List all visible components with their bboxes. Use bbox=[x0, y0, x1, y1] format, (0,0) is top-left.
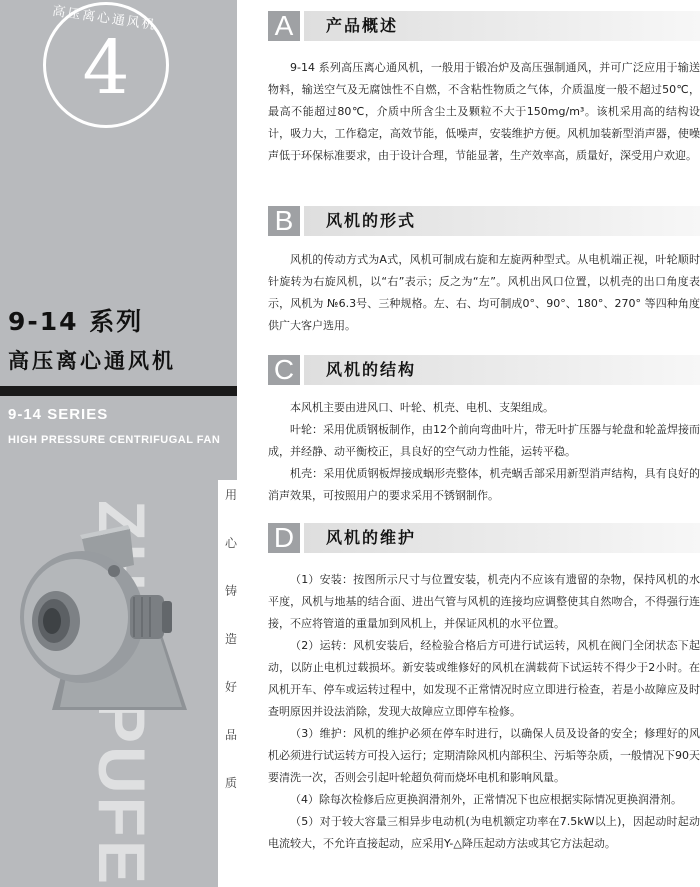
section-body bbox=[268, 57, 700, 167]
slogan-char: 心 bbox=[224, 536, 237, 550]
series-title-en: 9-14 SERIES bbox=[8, 406, 109, 423]
centrifugal-fan-image bbox=[12, 525, 192, 715]
section-letter: C bbox=[268, 355, 304, 385]
section-title: 风机的形式 bbox=[326, 211, 417, 230]
section-title: 风机的维护 bbox=[326, 528, 417, 547]
paragraph: 叶轮：采用优质钢板制作，由12个前向弯曲叶片，带无叶扩压器与轮盘和轮盖焊接而成，并经静、动平衡校正，具良好的空气动力性能，运转平稳。 bbox=[268, 423, 700, 458]
section-overview bbox=[268, 11, 700, 167]
section-header bbox=[268, 11, 700, 41]
slogan-char: 铸 bbox=[224, 584, 237, 598]
section-body bbox=[268, 569, 700, 855]
section-header bbox=[268, 355, 700, 385]
slogan-char: 造 bbox=[224, 632, 237, 646]
section-title: 产品概述 bbox=[326, 16, 399, 35]
slogan-char: 好 bbox=[224, 680, 237, 694]
product-title-cn: 高压离心通风机 bbox=[8, 349, 176, 373]
paragraph: （2）运转：风机安装后，经检验合格后方可进行试运转，风机在阀门全闭状态下起动，以防止电机过载损坏。新安装或维修好的风机在满载荷下试运转不得少于2小时。在风机开车、停车或运转过程中，如发现不正常情况时应立即进行检查，若是小故障应及时查明原因并设法消除，发现大故障应立即停车检修。 bbox=[268, 639, 700, 718]
paragraph: （4）除每次检修后应更换润滑剂外，正常情况下也应根据实际情况更换润滑剂。 bbox=[290, 793, 682, 806]
paragraph: （3）维护：风机的维护必须在停车时进行，以确保人员及设备的安全；修理好的风机必须进行试运转方可投入运行；定期清除风机内部积尘、污垢等杂质，一般情况下90天要清洗一次，否则会引起叶轮超负荷而烧坏电机和影响风量。 bbox=[268, 727, 700, 784]
section-header bbox=[268, 206, 700, 236]
section-letter: D bbox=[268, 523, 304, 553]
circle-arc-text: 高压离心通风机 bbox=[51, 3, 158, 34]
section-letter: B bbox=[268, 206, 304, 236]
paragraph: 机壳：采用优质钢板焊接成蜗形壳整体，机壳蜗舌部采用新型消声结构，具有良好的消声效果，可按照用户的要求采用不锈钢制作。 bbox=[268, 467, 700, 502]
section-structure bbox=[268, 355, 700, 507]
section-body bbox=[268, 397, 700, 507]
title-divider bbox=[0, 386, 237, 396]
section-maintenance bbox=[268, 523, 700, 855]
section-letter: A bbox=[268, 11, 304, 41]
paragraph: （1）安装：按图所示尺寸与位置安装，机壳内不应该有遗留的杂物，保持风机的水平度，风机与地基的结合面、进出气管与风机的连接均应调整使其自然吻合，不得强行连接，不应将管道的重量加到风机上，并保证风机的水平位置。 bbox=[268, 573, 700, 630]
series-title-cn: 9-14 系列 bbox=[8, 307, 144, 336]
slogan-char: 品 bbox=[224, 728, 237, 742]
section-title: 风机的结构 bbox=[326, 360, 417, 379]
left-panel bbox=[0, 0, 237, 887]
slogan-char: 用 bbox=[224, 488, 237, 502]
paragraph: （5）对于较大容量三相异步电动机(为电机额定功率在7.5kW以上)，因起动时起动电流较大，不允许直接起动，应采用Y-△降压起动方法或其它方法起动。 bbox=[268, 815, 700, 850]
paragraph: 风机的传动方式为A式，风机可制成右旋和左旋两种型式。从电机端正视，叶轮顺时针旋转为右旋风机，以“右”表示；反之为“左”。风机出风口位置，以机壳的出口角度表示，风机为 №6.3号、三种规格。左、右、均可制成0°、90°、180°、270° 等四种角度供广大客户选用。 bbox=[268, 253, 700, 332]
section-header bbox=[268, 523, 700, 553]
chapter-number: 4 bbox=[82, 25, 130, 111]
slogan-vertical bbox=[224, 488, 238, 790]
section-body bbox=[268, 249, 700, 337]
product-title-en: HIGH PRESSURE CENTRIFUGAL FAN bbox=[8, 434, 221, 446]
section-form bbox=[268, 206, 700, 337]
slogan-char: 质 bbox=[224, 776, 237, 790]
paragraph: 9-14 系列高压离心通风机，一般用于锻冶炉及高压强制通风，并可广泛应用于输送物料，输送空气及无腐蚀性不自燃，不含粘性物质之气体，介质温度一般不超过50℃，最高不能超过80℃，介质中所含尘土及颗粒不大于150mg/m³。该机采用高的结构设计，吸力大，工作稳定，高效节能，低噪声，安装维护方便。风机加装新型消声器，使噪声低于环保标准要求，由于设计合理，节能显著，生产效率高，质量好，深受用户欢迎。 bbox=[268, 61, 700, 162]
paragraph: 本风机主要由进风口、叶轮、机壳、电机、支架组成。 bbox=[290, 401, 554, 414]
